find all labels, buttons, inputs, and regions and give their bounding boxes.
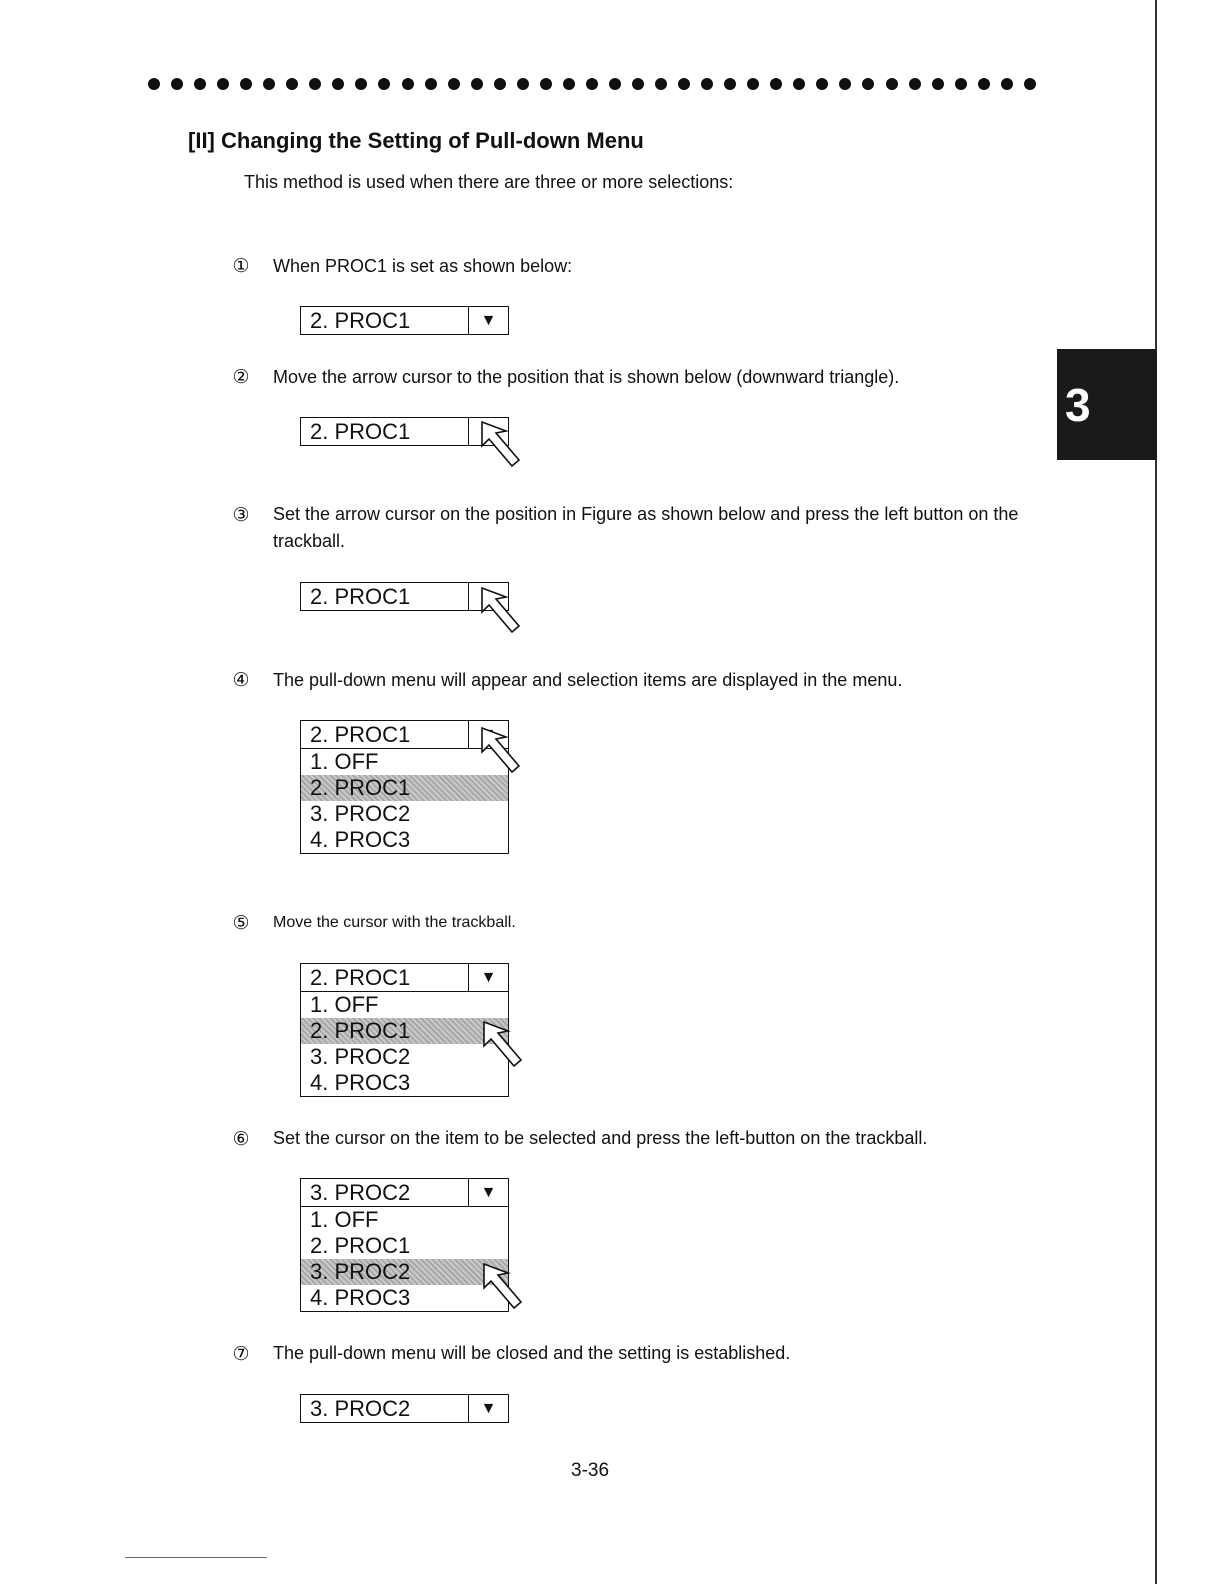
step-text-2: Move the arrow cursor to the position that is shown below (downward triangle). <box>273 367 900 387</box>
header-dot <box>655 78 667 90</box>
triangle-down-icon: ▼ <box>480 1399 497 1417</box>
header-dot <box>148 78 160 90</box>
pulldown-list <box>301 749 508 853</box>
step-text-3: Set the arrow cursor on the position in Figure as shown below and press the left button on the trackball. <box>273 504 1019 551</box>
header-dot <box>494 78 506 90</box>
section-intro: This method is used when there are three or more selections: <box>244 172 734 192</box>
step-number-5: ⑤ <box>232 913 250 934</box>
header-dot <box>886 78 898 90</box>
header-dot <box>586 78 598 90</box>
header-dot <box>1024 78 1036 90</box>
header-dot <box>355 78 367 90</box>
chapter-tab-label: 3 <box>1065 378 1091 431</box>
header-dot <box>701 78 713 90</box>
header-dot <box>402 78 414 90</box>
pulldown-option[interactable]: 3. PROC2 <box>310 1044 411 1069</box>
step-number-2: ② <box>232 367 250 388</box>
header-dot <box>263 78 275 90</box>
pulldown-option[interactable]: 4. PROC3 <box>310 1285 411 1310</box>
pulldown-option[interactable]: 4. PROC3 <box>310 827 411 852</box>
pulldown-value: 2. PROC1 <box>310 308 411 333</box>
step-number-3: ③ <box>232 505 250 526</box>
header-dot <box>793 78 805 90</box>
header-dot <box>678 78 690 90</box>
pulldown-value: 2. PROC1 <box>310 419 411 444</box>
header-dot <box>909 78 921 90</box>
pulldown-closed-3[interactable] <box>300 582 509 611</box>
header-dot <box>862 78 874 90</box>
pulldown-value: 3. PROC2 <box>310 1396 411 1421</box>
header-dot <box>978 78 990 90</box>
pulldown-value: 2. PROC1 <box>310 722 411 747</box>
triangle-down-icon: ▼ <box>480 311 497 329</box>
step-text-4: The pull-down menu will appear and selection items are displayed in the menu. <box>273 670 903 690</box>
page-edge-line <box>1155 0 1157 1584</box>
step-number-6: ⑥ <box>232 1129 250 1150</box>
header-dot <box>839 78 851 90</box>
pulldown-open-4[interactable] <box>300 720 509 854</box>
header-dot <box>425 78 437 90</box>
header-dot <box>955 78 967 90</box>
header-dot <box>240 78 252 90</box>
header-dot <box>932 78 944 90</box>
header-dot <box>540 78 552 90</box>
arrow-cursor-icon <box>482 1020 530 1072</box>
step-text-1: When PROC1 is set as shown below: <box>273 256 573 276</box>
step-text-6: Set the cursor on the item to be selected and press the left-button on the trackball. <box>273 1128 928 1148</box>
header-dot <box>632 78 644 90</box>
step-number-1: ① <box>232 256 250 277</box>
footer-rule <box>125 1557 267 1558</box>
pulldown-option[interactable]: 1. OFF <box>310 749 379 774</box>
header-dot-row <box>148 70 1036 98</box>
pulldown-arrow-button[interactable] <box>468 1179 508 1206</box>
pulldown-value: 2. PROC1 <box>310 584 411 609</box>
step-number-4: ④ <box>232 670 250 691</box>
pulldown-arrow-button[interactable] <box>468 1395 508 1422</box>
header-dot <box>517 78 529 90</box>
pulldown-option[interactable]: 4. PROC3 <box>310 1070 411 1095</box>
arrow-cursor-icon <box>480 420 528 472</box>
header-dot <box>770 78 782 90</box>
header-dot <box>816 78 828 90</box>
pulldown-list <box>301 1207 508 1311</box>
step-number-7: ⑦ <box>232 1344 250 1365</box>
pulldown-option-selected[interactable]: 2. PROC1 <box>301 775 508 801</box>
header-dot <box>332 78 344 90</box>
pulldown-arrow-button[interactable] <box>468 964 508 991</box>
pulldown-list <box>301 992 508 1096</box>
arrow-cursor-icon <box>480 586 528 638</box>
arrow-cursor-icon <box>482 1262 530 1314</box>
header-dot <box>563 78 575 90</box>
pulldown-closed-2[interactable] <box>300 417 509 446</box>
pulldown-option[interactable]: 2. PROC1 <box>310 1233 411 1258</box>
pulldown-value: 3. PROC2 <box>310 1180 411 1205</box>
header-dot <box>609 78 621 90</box>
header-dot <box>217 78 229 90</box>
pulldown-option[interactable]: 1. OFF <box>310 992 379 1017</box>
pulldown-option-selected[interactable]: 2. PROC1 <box>301 1018 508 1044</box>
pulldown-option[interactable]: 3. PROC2 <box>310 801 411 826</box>
header-dot <box>171 78 183 90</box>
pulldown-closed-1[interactable] <box>300 306 509 335</box>
header-dot <box>724 78 736 90</box>
pulldown-option[interactable]: 1. OFF <box>310 1207 379 1232</box>
arrow-cursor-icon <box>480 726 528 778</box>
pulldown-closed-7[interactable] <box>300 1394 509 1423</box>
step-text-7: The pull-down menu will be closed and the setting is established. <box>273 1343 791 1363</box>
step-text-5: Move the cursor with the trackball. <box>273 914 516 931</box>
pulldown-option-selected[interactable]: 3. PROC2 <box>301 1259 508 1285</box>
triangle-down-icon: ▼ <box>480 968 497 986</box>
section-title: [II] Changing the Setting of Pull-down Menu <box>188 128 644 153</box>
pulldown-open-6[interactable] <box>300 1178 509 1312</box>
header-dot <box>471 78 483 90</box>
header-dot <box>378 78 390 90</box>
header-dot <box>194 78 206 90</box>
header-dot <box>309 78 321 90</box>
triangle-down-icon: ▼ <box>480 1183 497 1201</box>
header-dot <box>1001 78 1013 90</box>
header-dot <box>747 78 759 90</box>
header-dot <box>286 78 298 90</box>
chapter-tab <box>1057 349 1157 460</box>
page-number: 3-36 <box>571 1460 610 1481</box>
pulldown-arrow-button[interactable] <box>468 307 508 334</box>
pulldown-open-5[interactable] <box>300 963 509 1097</box>
pulldown-value: 2. PROC1 <box>310 965 411 990</box>
header-dot <box>448 78 460 90</box>
